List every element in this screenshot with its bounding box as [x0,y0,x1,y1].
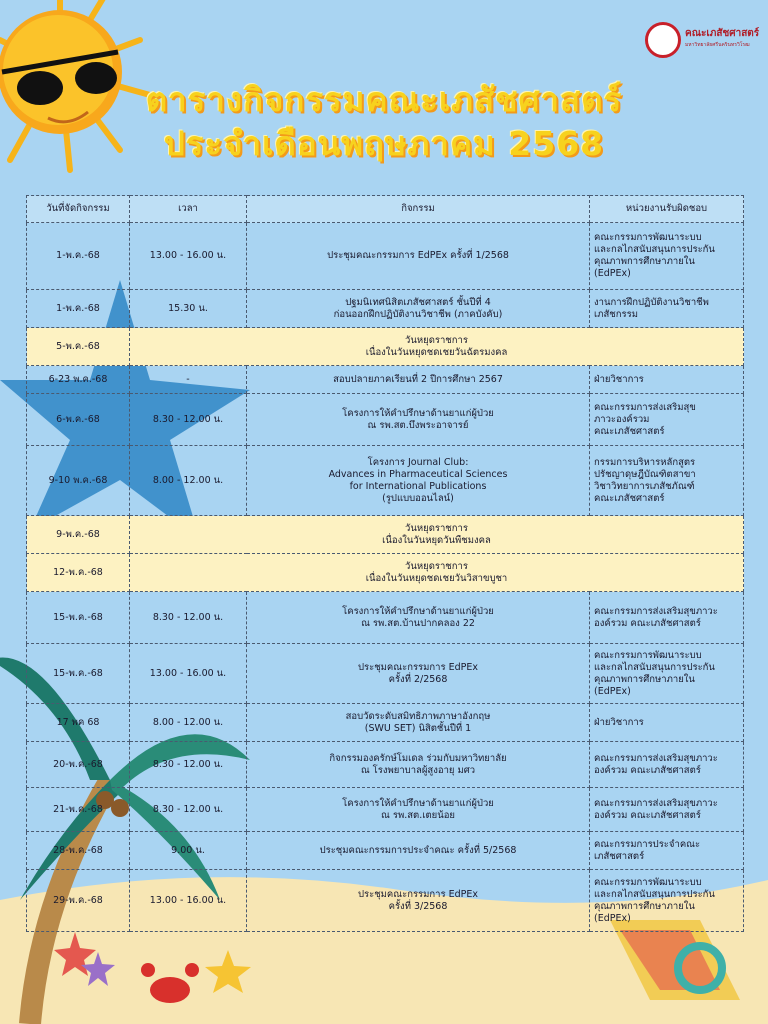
cell-line: ฝ่ายวิชาการ [594,716,644,728]
cell-line: คุณภาพการศึกษาภายใน [594,673,695,685]
activity-cell [247,394,590,446]
cell-line: สอบวัดระดับสมิทธิภาพภาษาอังกฤษ [345,710,491,722]
cell-line: ประชุมคณะกรรมการ EdPEx ครั้งที่ 1/2568 [327,250,509,261]
table-row [27,644,744,704]
cell-line: องค์รวม คณะเภสัชศาสตร์ [594,764,701,776]
date-cell: 29-พ.ค.-68 [27,870,130,932]
table-row [27,832,744,870]
time-cell: 8.00 - 12.00 น. [130,704,247,742]
cell-line: เภสัชศาสตร์ [594,850,645,862]
header-time: เวลา [130,196,247,223]
faculty-logo [645,22,765,62]
cell-line: (EdPEx) [594,268,631,279]
date-cell: 17 พค 68 [27,704,130,742]
time-cell: 13.00 - 16.00 น. [130,644,247,704]
page-title [0,78,768,166]
table-row [27,788,744,832]
unit-cell [590,394,744,446]
cell-line: ประชุมคณะกรรมการประจำคณะ ครั้งที่ 5/2568 [319,844,517,856]
table-row [27,704,744,742]
cell-line: คณะกรรมการพัฒนาระบบ [594,649,702,661]
table-row [27,290,744,328]
table-row [27,366,744,394]
activity-cell [247,290,590,328]
activity-cell [247,870,590,932]
cell-line: Advances in Pharmaceutical Sciences [328,468,508,480]
activity-cell [247,592,590,644]
date-cell: 15-พ.ค.-68 [27,592,130,644]
cell-line: ปรัชญาดุษฎีบัณฑิตสาขา [594,468,696,480]
cell-line: เนื่องในวันหยุดชดเชยวันวิสาขบูชา [365,572,508,584]
cell-line: for International Publications [349,480,487,492]
cell-line: ประชุมคณะกรรมการ EdPEx [357,888,479,900]
activity-cell [247,788,590,832]
cell-line: คณะกรรมการประจำคณะ [594,838,701,850]
unit-cell [590,366,744,394]
cell-line: (รูปแบบออนไลน์) [382,492,454,504]
cell-line: วิชาวิทยาการเภสัชภัณฑ์ [594,480,695,492]
cell-line: เนื่องในวันหยุดวันพืชมงคล [382,534,491,546]
holiday-cell [130,554,744,592]
date-cell: 5-พ.ค.-68 [27,328,130,366]
activity-cell [247,366,590,394]
cell-line: โครงการให้คำปรึกษาด้านยาแก่ผู้ป่วย [342,407,494,419]
time-cell: 8.30 - 12.00 น. [130,592,247,644]
cell-line: คณะเภสัชศาสตร์ [594,425,665,437]
table-row [27,742,744,788]
cell-line: และกลไกสนับสนุนการประกัน [594,888,715,900]
cell-line: กรรมการบริหารหลักสูตร [594,456,696,468]
holiday-row [27,554,744,592]
cell-line: ณ รพ.สต.บ้านปากคลอง 22 [361,617,475,629]
table-header-row [27,196,744,223]
unit-cell [590,290,744,328]
activity-cell [247,742,590,788]
cell-line: งานการฝึกปฏิบัติงานวิชาชีพ [594,296,709,308]
date-cell: 28-พ.ค.-68 [27,832,130,870]
cell-line: คณะกรรมการส่งเสริมสุขภาวะ [594,797,718,809]
time-cell: 8.30 - 12.00 น. [130,788,247,832]
activity-cell [247,704,590,742]
time-cell: 13.00 - 16.00 น. [130,223,247,290]
header-unit: หน่วยงานรับผิดชอบ [590,196,744,223]
cell-line: ฝ่ายวิชาการ [594,373,644,385]
cell-line: (EdPEx) [594,685,631,697]
holiday-row [27,516,744,554]
unit-cell [590,870,744,932]
cell-line: วันหยุดราชการ [405,522,468,534]
cell-line: ปฐมนิเทศนิสิตเภสัชศาสตร์ ชั้นปีที่ 4 [345,296,491,308]
date-cell: 9-พ.ค.-68 [27,516,130,554]
logo-name: คณะเภสัชศาสตร์ [685,28,760,39]
cell-line: สอบปลายภาคเรียนที่ 2 ปีการศึกษา 2567 [333,373,503,385]
date-cell: 6-พ.ค.-68 [27,394,130,446]
cell-line: (SWU SET) นิสิตชั้นปีที่ 1 [364,722,472,734]
unit-cell [590,446,744,516]
cell-line: ครั้งที่ 3/2568 [388,900,448,912]
unit-cell [590,832,744,870]
unit-cell [590,644,744,704]
date-cell: 1-พ.ค.-68 [27,223,130,290]
title-line-2: ประจำเดือนพฤษภาคม 2568 [163,124,605,163]
cell-line: คณะเภสัชศาสตร์ [594,492,665,504]
cell-line: ณ รพ.สต.เตยน้อย [381,809,455,821]
cell-line: (EdPEx) [594,912,631,924]
unit-cell [590,788,744,832]
holiday-cell [130,516,744,554]
time-cell: 13.00 - 16.00 น. [130,870,247,932]
header-date: วันที่จัดกิจกรรม [27,196,130,223]
cell-line: คุณภาพการศึกษาภายใน [594,900,695,912]
activity-cell [247,223,590,290]
time-cell: 15.30 น. [130,290,247,328]
university-seal-icon [645,22,681,58]
cell-line: ครั้งที่ 2/2568 [388,673,448,685]
date-cell: 9-10 พ.ค.-68 [27,446,130,516]
header-activity: กิจกรรม [247,196,590,223]
table-row [27,446,744,516]
cell-line: คณะกรรมการส่งเสริมสุขภาวะ [594,605,718,617]
cell-line: วันหยุดราชการ [405,560,468,572]
title-line-1: ตารางกิจกรรมคณะเภสัชศาสตร์ [145,80,623,119]
date-cell: 6-23 พ.ค.-68 [27,366,130,394]
cell-line: โครงการให้คำปรึกษาด้านยาแก่ผู้ป่วย [342,797,494,809]
date-cell: 21-พ.ค.-68 [27,788,130,832]
unit-cell [590,223,744,290]
cell-line: คณะกรรมการส่งเสริมสุข [594,401,696,413]
unit-cell [590,704,744,742]
time-cell: - [130,366,247,394]
table-row [27,223,744,290]
date-cell: 1-พ.ค.-68 [27,290,130,328]
cell-line: เนื่องในวันหยุดชดเชยวันฉัตรมงคล [365,346,508,358]
cell-line: โครงการ Journal Club: [367,456,469,468]
unit-cell [590,592,744,644]
time-cell: 8.00 - 12.00 น. [130,446,247,516]
cell-line: ภาวะองค์รวม [594,413,650,425]
date-cell: 20-พ.ค.-68 [27,742,130,788]
activity-cell [247,446,590,516]
unit-cell [590,742,744,788]
cell-line: ณ โรงพยาบาลผู้สูงอายุ มศว [360,764,476,776]
cell-line: กิจกรรมองครักษ์โมเดล ร่วมกับมหาวิทยาลัย [329,752,507,764]
holiday-row [27,328,744,366]
table-row [27,592,744,644]
date-cell: 12-พ.ค.-68 [27,554,130,592]
logo-subtitle: มหาวิทยาลัยศรีนครินทรวิโรฒ [685,42,750,48]
time-cell: 9.00 น. [130,832,247,870]
cell-line: ประชุมคณะกรรมการ EdPEx [357,661,479,673]
cell-line: และกลไกสนับสนุนการประกัน [594,661,715,673]
cell-line: วันหยุดราชการ [405,334,468,346]
cell-line: และกลไกสนับสนุนการประกัน [594,244,715,255]
date-cell: 15-พ.ค.-68 [27,644,130,704]
cell-line: เภสัชกรรม [594,308,638,320]
time-cell: 8.30 - 12.00 น. [130,742,247,788]
time-cell: 8.30 - 12.00 น. [130,394,247,446]
table-row [27,870,744,932]
activity-table [26,195,744,932]
cell-line: ก่อนออกฝึกปฏิบัติงานวิชาชีพ (ภาคบังคับ) [333,308,503,320]
cell-line: คณะกรรมการพัฒนาระบบ [594,876,702,888]
holiday-cell [130,328,744,366]
cell-line: คุณภาพการศึกษาภายใน [594,256,695,267]
activity-cell [247,832,590,870]
cell-line: โครงการให้คำปรึกษาด้านยาแก่ผู้ป่วย [342,605,494,617]
cell-line: คณะกรรมการส่งเสริมสุขภาวะ [594,752,718,764]
table-row [27,394,744,446]
table-body [27,223,744,932]
activity-cell [247,644,590,704]
cell-line: องค์รวม คณะเภสัชศาสตร์ [594,617,701,629]
cell-line: ณ รพ.สต.บึงพระอาจารย์ [367,419,469,431]
cell-line: องค์รวม คณะเภสัชศาสตร์ [594,809,701,821]
cell-line: คณะกรรมการพัฒนาระบบ [594,232,702,243]
